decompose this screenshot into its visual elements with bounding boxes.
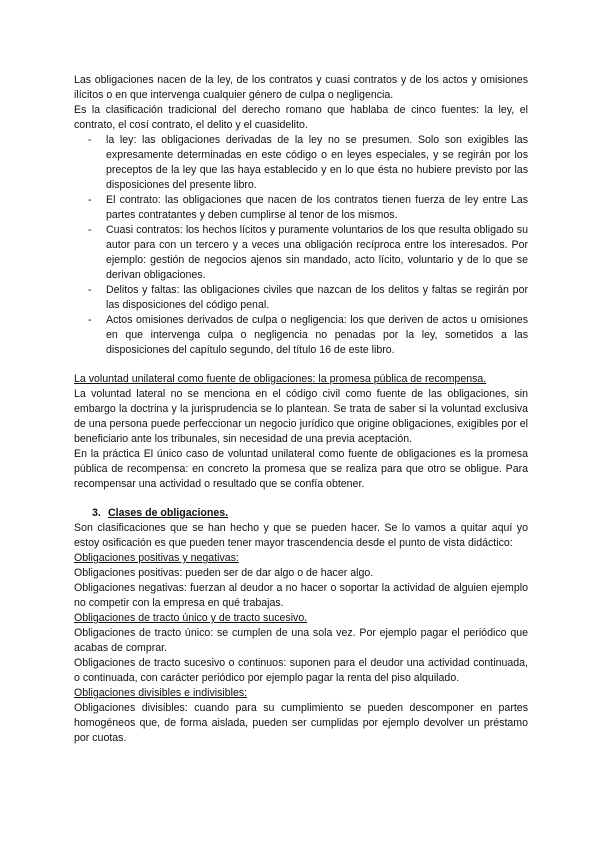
list-item: - Cuasi contratos: los hechos lícitos y puramente voluntarios de los que resulta obligado su autor para con un tercero y a veces una obligación recíproca entre los interesados. Por ejemplo: gestión de negocios ajenos sin mandado, acto lícito, voluntario y de lo que se derivan obligaciones.	[106, 223, 528, 283]
section-title	[74, 506, 528, 521]
paragraph: Obligaciones divisibles: cuando para su cumplimiento se pueden descomponer en partes homogéneos que, de forma aislada, pueden ser cumplidas por ejemplo devolver un préstamo por cuotas.	[74, 702, 528, 744]
voluntad-heading: La voluntad unilateral como fuente de obligaciones: la promesa pública de recompensa.	[74, 373, 487, 385]
sources-list	[74, 133, 528, 358]
list-item: - Actos omisiones derivados de culpa o negligencia: los que deriven de actos u omisiones en que intervenga culpa o negligencia no penadas por la ley, sometidos a las disposiciones del capítulo segundo, del título 16 de este libro.	[106, 313, 528, 358]
subsection-heading: Obligaciones de tracto único y de tracto sucesivo.	[74, 612, 308, 624]
voluntad-paragraph: En la práctica El único caso de voluntad unilateral como fuente de obligaciones es la promesa pública de recompensa: en concreto la promesa que se realiza para que otro se obligue. Para recompensar una actividad o resultado que se confía obtener.	[74, 448, 528, 490]
intro-paragraph: Las obligaciones nacen de la ley, de los contratos y cuasi contratos y de los actos y omisiones ilícitos o en que intervenga cualquier género de culpa o negligencia.	[74, 74, 528, 101]
paragraph: Obligaciones positivas: pueden ser de dar algo o de hacer algo.	[74, 567, 374, 579]
section-title-text: Clases de obligaciones.	[108, 507, 229, 519]
section-intro: Son clasificaciones que se han hecho y que se pueden hacer. Se lo vamos a quitar aquí yo estoy osificación es que pueden tener mayor trascendencia desde el punto de vista didáctico:	[74, 522, 528, 549]
spacer	[74, 492, 528, 506]
paragraph: Obligaciones negativas: fuerzan al deudor a no hacer o soportar la actividad de alguien ejemplo no competir con la empresa en qué trabajas.	[74, 582, 528, 609]
list-item: - la ley: las obligaciones derivadas de la ley no se presumen. Solo son exigibles las expresamente determinadas en este código o en leyes especiales, y se regirán por los preceptos de la ley que las haya establecido y en lo que ésta no hubiere previsto por las disposiciones del presente libro.	[106, 133, 528, 193]
section-number: 3.	[92, 507, 101, 519]
intro-paragraph: Es la clasificación tradicional del derecho romano que hablaba de cinco fuentes: la ley, el contrato, el cosí contrato, el delito y el cuasidelito.	[74, 104, 528, 131]
document-body	[74, 73, 528, 746]
voluntad-paragraph: La voluntad lateral no se menciona en el código civil como fuente de las obligaciones, sin embargo la doctrina y la jurisprudencia se lo plantean. Se trata de saber si la voluntad exclusiva de una persona puede perfeccionar un negocio jurídico que origine obligaciones, exigibles por el beneficiario ante los tribunales, sin necesidad de una previa aceptación.	[74, 388, 528, 445]
list-item: - Delitos y faltas: las obligaciones civiles que nazcan de los delitos y faltas se regirán por las disposiciones del código penal.	[106, 283, 528, 313]
spacer	[74, 358, 528, 372]
paragraph: Obligaciones de tracto único: se cumplen de una sola vez. Por ejemplo pagar el periódico que acabas de comprar.	[74, 627, 528, 654]
subsection-heading: Obligaciones positivas y negativas:	[74, 552, 239, 564]
list-item: - El contrato: las obligaciones que nacen de los contratos tienen fuerza de ley entre Las partes contratantes y deben cumplirse al tenor de los mismos.	[106, 193, 528, 223]
subsection-heading: Obligaciones divisibles e indivisibles:	[74, 687, 248, 699]
paragraph: Obligaciones de tracto sucesivo o continuos: suponen para el deudor una actividad continuada, o continuada, con carácter periódico por ejemplo pagar la renta del piso alquilado.	[74, 657, 528, 684]
